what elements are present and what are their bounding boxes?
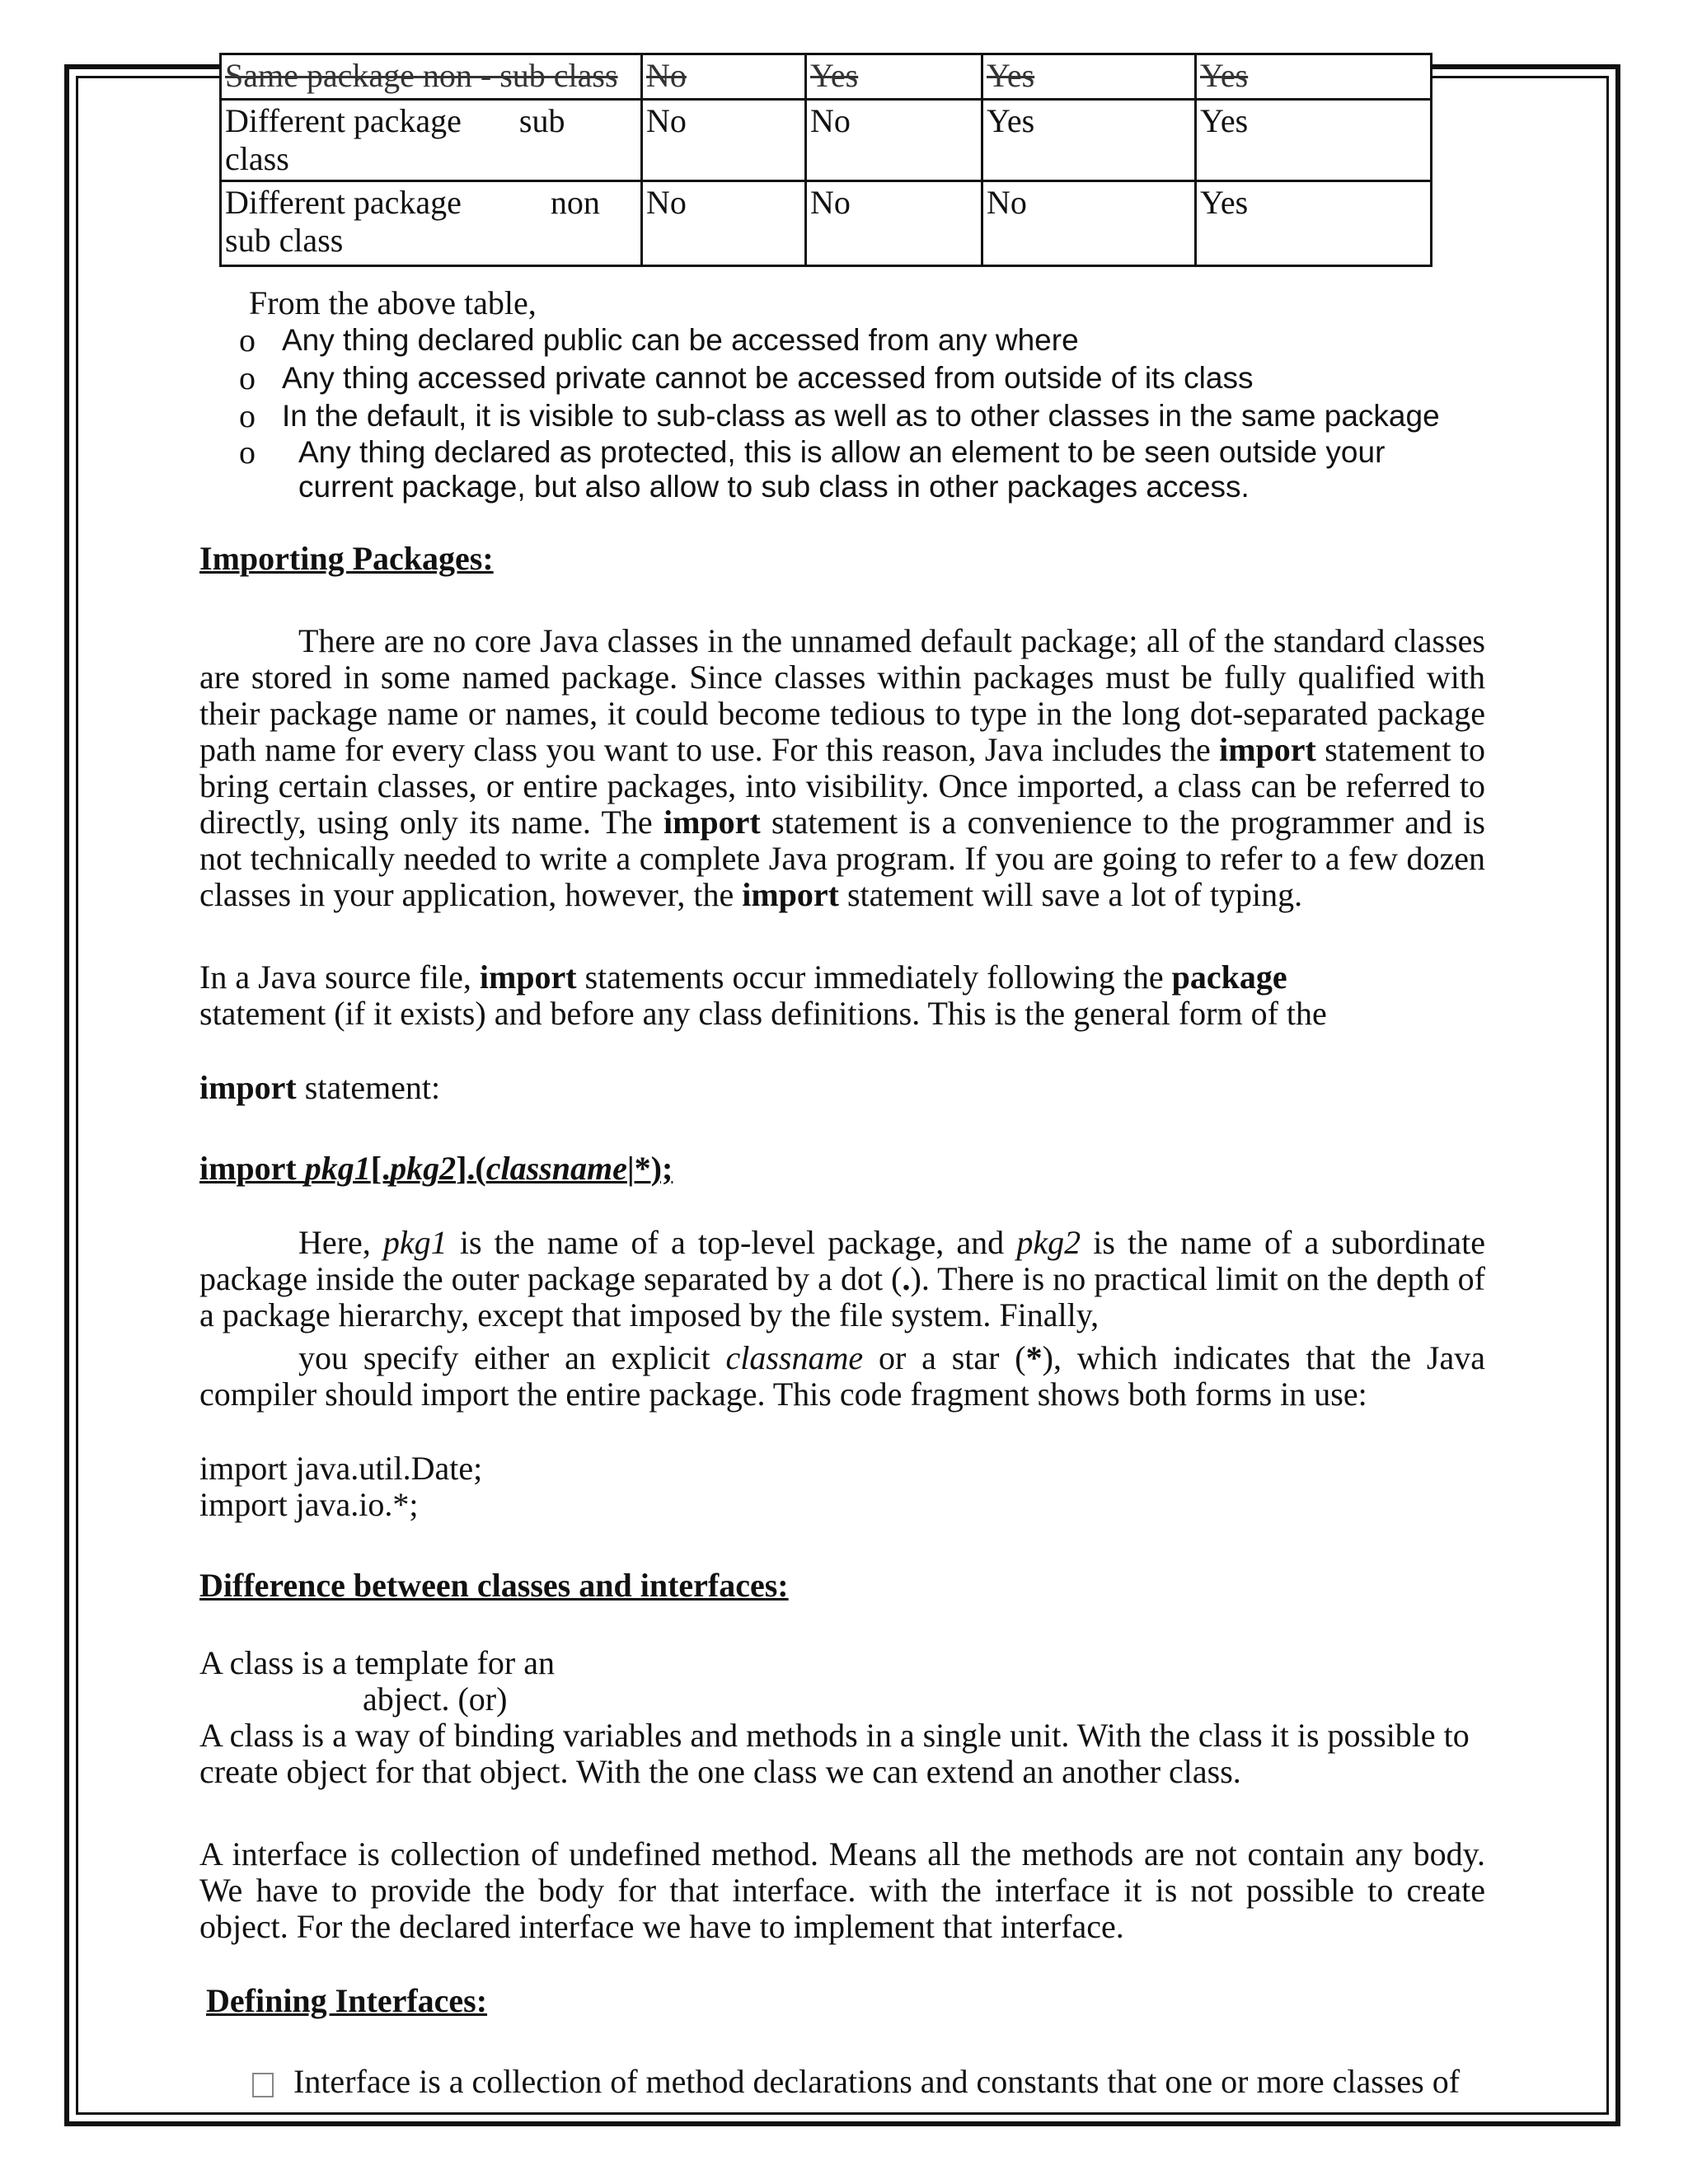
bullet-marker: o <box>239 321 256 359</box>
table-cell: Yes <box>982 100 1196 181</box>
table-cell: No <box>642 181 806 266</box>
intro-text: From the above table, <box>249 284 537 321</box>
paragraph: you specify either an explicit classname or a star (*), which indicates that the Java compiler should import the entire package. This code fragment shows both forms in use: <box>199 1339 1486 1413</box>
paragraph: import statement: <box>199 1069 441 1106</box>
list-item: o In the default, it is visible to sub-class as well as to other classes in the same package <box>239 397 1440 434</box>
cell-part: Different package <box>225 102 462 139</box>
cell-part: Different package <box>225 184 462 221</box>
table-row <box>221 54 1432 100</box>
cell-part: sub class <box>225 222 344 259</box>
paragraph: A class is a way of binding variables and methods in a single unit. With the class it is possible to create object for that object. With the one class we can extend an another class. <box>199 1717 1470 1790</box>
table-row <box>221 181 1432 266</box>
table-cell <box>221 181 642 266</box>
text-line: abject. (or) <box>363 1680 508 1718</box>
import-syntax: import pkg1[.pkg2].(classname|*); <box>199 1150 673 1187</box>
code-line: import java.io.*; <box>199 1486 419 1523</box>
table-cell: Yes <box>1196 54 1432 100</box>
table-cell: No <box>642 54 806 100</box>
paragraph: Here, pkg1 is the name of a top-level package, and pkg2 is the name of a subordinate package inside the outer package separated by a dot (.). There is no practical limit on the depth of a package hierarchy, except that imposed by the file system. Finally, <box>199 1224 1485 1333</box>
code-line: import java.util.Date; <box>199 1450 483 1487</box>
table-cell: Yes <box>1196 100 1432 181</box>
bullet-marker: o <box>239 397 256 434</box>
table-cell: No <box>806 181 982 266</box>
section-heading-difference: Difference between classes and interfaces: <box>199 1567 789 1604</box>
checkbox-bullet-icon <box>252 2073 274 2097</box>
table-cell: No <box>806 100 982 181</box>
bullet-list <box>239 321 1485 504</box>
list-item: Interface is a collection of method declarations and constants that one or more classes of <box>252 2064 1460 2100</box>
table-cell: Yes <box>806 54 982 100</box>
paragraph: In a Java source file, import statements occur immediately following the package statement (if it exists) and before any class definitions. This is the general form of the <box>199 958 1327 1032</box>
list-item: o Any thing declared as protected, this is allow an element to be seen outside your current package, but also allow to sub class in other packages access. <box>239 434 1386 504</box>
cell-part: non <box>550 184 600 221</box>
section-heading-defining: Defining Interfaces: <box>206 1982 488 2019</box>
bullet-marker: o <box>239 359 256 396</box>
table-cell: Same package non - sub class <box>221 54 642 100</box>
list-item: o Any thing declared public can be accessed from any where <box>239 321 1079 359</box>
text-line: A class is a template for an <box>199 1644 555 1681</box>
access-table <box>219 53 1432 267</box>
list-item: o Any thing accessed private cannot be accessed from outside of its class <box>239 359 1254 396</box>
table-cell <box>221 100 642 181</box>
section-heading-importing: Importing Packages: <box>199 540 494 577</box>
cell-part: sub class <box>225 102 565 177</box>
table-cell: No <box>642 100 806 181</box>
table-cell: Yes <box>1196 181 1432 266</box>
bullet-marker: o <box>239 434 256 471</box>
table-cell: No <box>982 181 1196 266</box>
paragraph: A interface is collection of undefined method. Means all the methods are not contain any body. We have to provide the body for that interface. with the interface it is not possible to create object. For the declared interface we have to implement that interface. <box>199 1835 1485 1945</box>
paragraph: There are no core Java classes in the unnamed default package; all of the standard classes are stored in some named package. Since classes within packages must be fully qualified with their package name or names, it could become tedious to type in the long dot-separated package path name for every class you want to use. For this reason, Java includes the import statement to bring certain classes, or entire packages, into visibility. Once imported, a class can be referred to directly, using only its name. The import statement is a convenience to the programmer and is not technically needed to write a complete Java program. If you are going to refer to a few dozen classes in your application, however, the import statement will save a lot of typing. <box>199 622 1485 913</box>
table-row <box>221 100 1432 181</box>
table-cell: Yes <box>982 54 1196 100</box>
